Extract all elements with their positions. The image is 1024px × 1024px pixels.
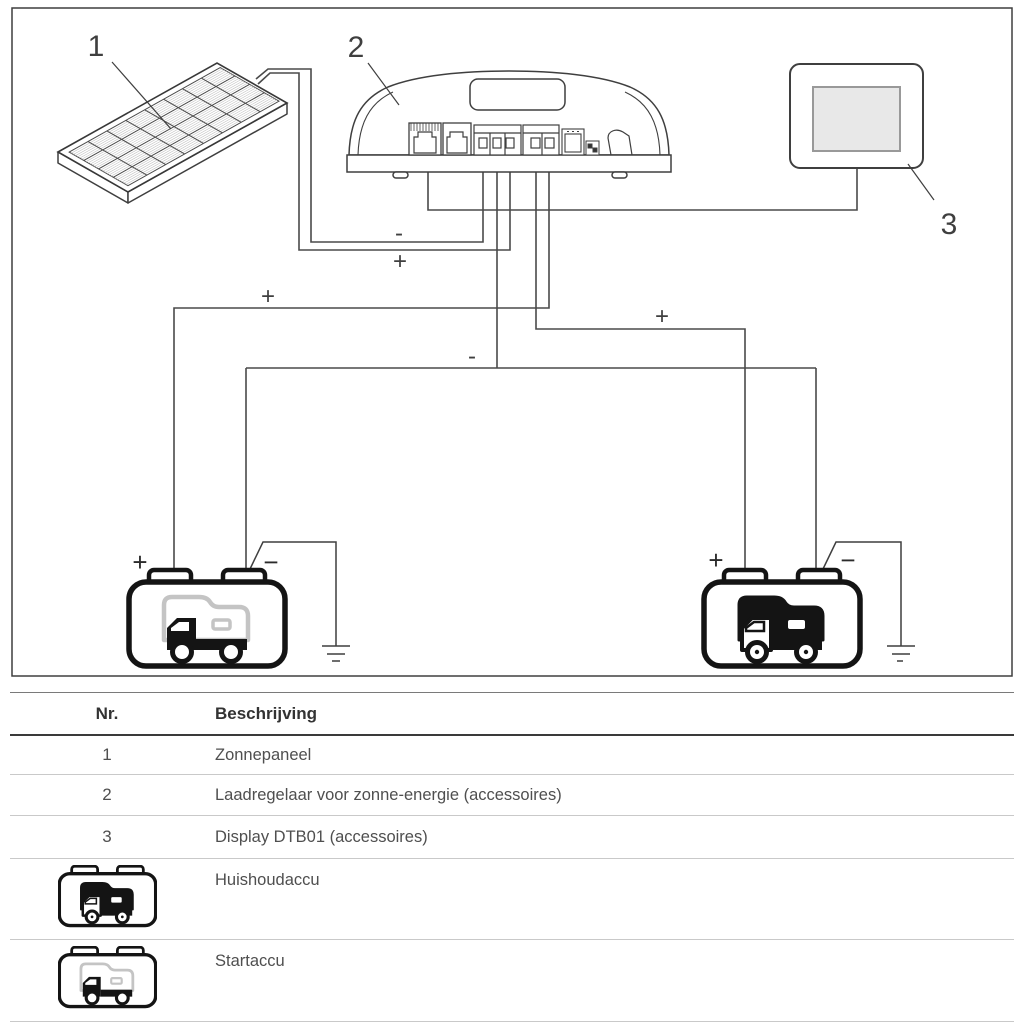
label-household-plus: + (654, 303, 670, 330)
callout-controller: 2 (347, 31, 365, 64)
starter-battery (129, 570, 285, 666)
row-description: Display DTB01 (accessoires) (215, 827, 428, 846)
callout-display: 3 (940, 208, 958, 241)
legend-row-laadregelaar (10, 775, 1014, 816)
legend-header-row (10, 692, 1014, 736)
row-description: Laadregelaar voor zonne-energie (accessoires) (215, 785, 562, 804)
row-description: Zonnepaneel (215, 745, 312, 764)
household-battery-icon (58, 865, 157, 928)
terminal-block-a (474, 125, 521, 155)
aux-connector (562, 129, 584, 155)
legend-table (10, 692, 1014, 1022)
row-description: Startaccu (215, 952, 285, 970)
display-unit (790, 64, 923, 168)
rj-jack-1 (409, 123, 441, 155)
col-header-description: Beschrijving (215, 703, 318, 723)
household-battery (704, 570, 860, 666)
row-nr: 3 (102, 827, 112, 846)
household-battery-minus-label: − (840, 545, 856, 575)
label-panel-minus: - (395, 220, 403, 247)
display-screen (813, 87, 900, 151)
dip-switch (586, 141, 599, 155)
label-starter-plus: + (260, 283, 276, 310)
legend-row-household-battery (10, 859, 1014, 940)
row-nr: 1 (102, 745, 112, 764)
label-shared-minus: - (468, 343, 476, 370)
legend-row-zonnepaneel (10, 736, 1014, 775)
starter-battery-minus-label: − (263, 547, 279, 577)
row-nr: 2 (102, 785, 112, 804)
callout-panel: 1 (87, 30, 105, 63)
charge-controller (347, 71, 671, 178)
legend-row-starter-battery (10, 940, 1014, 1022)
label-panel-plus: + (392, 248, 408, 275)
starter-battery-plus-label: + (132, 547, 148, 577)
col-header-nr: Nr. (95, 703, 119, 723)
household-battery-plus-label: + (708, 545, 724, 575)
legend-row-display (10, 816, 1014, 859)
terminal-block-b (523, 125, 559, 155)
starter-battery-icon (58, 946, 157, 1009)
row-description: Huishoudaccu (215, 871, 320, 889)
rj-jack-2 (443, 123, 471, 155)
